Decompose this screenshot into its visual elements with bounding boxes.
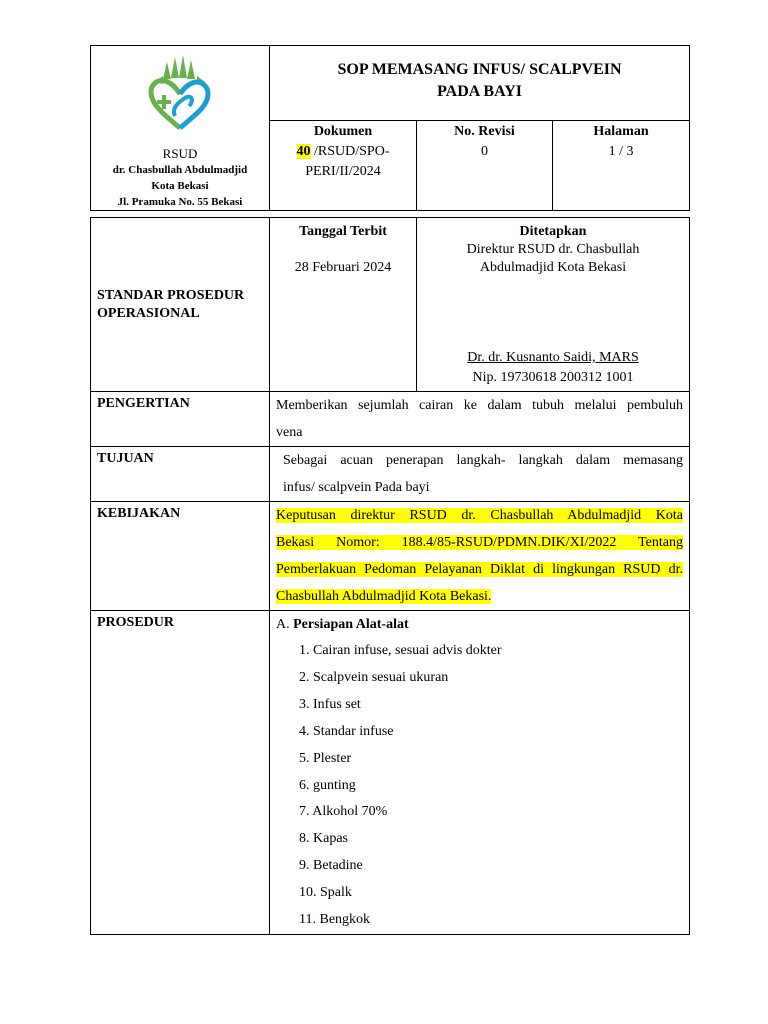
doc-number-line2: PERI/II/2024 xyxy=(305,164,381,180)
signer-name: Dr. dr. Kusnanto Saidi, MARS xyxy=(467,350,639,365)
signer-nip: Nip. 19730618 200312 1001 xyxy=(472,370,634,385)
list-item: 6. gunting xyxy=(299,777,356,793)
doc-number-highlight: 40 xyxy=(296,144,311,160)
prosedur-content xyxy=(270,611,690,935)
approval-line2: Abdulmadjid Kota Bekasi xyxy=(479,260,627,275)
logo-cell xyxy=(91,46,270,211)
org-name: RSUD xyxy=(162,146,198,161)
prosedur-section-heading xyxy=(276,611,683,638)
prosedur-label: PROSEDUR xyxy=(91,611,270,935)
tujuan-line1: Sebagai acuan penerapan langkah- langkah dalam memasang xyxy=(283,453,683,468)
pengertian-line2: vena xyxy=(276,425,303,440)
section-letter: A. xyxy=(276,617,294,632)
tujuan-line2: infus/ scalpvein Pada bayi xyxy=(283,480,430,495)
kebijakan-line4: Chasbullah Abdulmadjid Kota Bekasi. xyxy=(276,589,492,604)
page-label: Halaman xyxy=(593,124,649,140)
list-item: 4. Standar infuse xyxy=(299,723,394,739)
pengertian-label: PENGERTIAN xyxy=(91,392,270,447)
page-value: 1 / 3 xyxy=(608,144,634,160)
approval-line1: Direktur RSUD dr. Chasbullah xyxy=(466,242,640,257)
list-item: 10. Spalk xyxy=(299,885,352,901)
doc-label: Dokumen xyxy=(313,124,373,140)
list-item: 11. Bengkok xyxy=(299,912,371,928)
list-item: 8. Kapas xyxy=(299,831,348,847)
org-full-name: dr. Chasbullah Abdulmadjid xyxy=(112,164,248,176)
sop-label-line2: OPERASIONAL xyxy=(97,305,200,321)
equipment-list xyxy=(276,638,683,934)
document-header xyxy=(90,45,690,211)
pengertian-text xyxy=(270,392,690,447)
title-line-1: SOP MEMASANG INFUS/ SCALPVEIN xyxy=(337,61,622,78)
issue-date-cell xyxy=(270,218,417,392)
doc-number-rest: /RSUD/SPO- xyxy=(310,144,390,160)
revision-value: 0 xyxy=(481,144,488,160)
kebijakan-line3: Pemberlakuan Pedoman Pelayanan Diklat di lingkungan RSUD dr. xyxy=(276,562,683,577)
issue-date-label: Tanggal Terbit xyxy=(299,224,387,239)
document-number-cell xyxy=(270,121,417,211)
list-item: 7. Alkohol 70% xyxy=(299,804,388,820)
sop-label-line1: STANDAR PROSEDUR xyxy=(97,287,245,303)
title-line-2: PADA BAYI xyxy=(437,83,522,100)
kebijakan-line1: Keputusan direktur RSUD dr. Chasbullah Abdulmadjid Kota xyxy=(276,508,683,523)
tujuan-text xyxy=(270,447,690,502)
approval-label: Ditetapkan xyxy=(519,224,587,239)
document-title xyxy=(270,46,690,121)
kebijakan-text xyxy=(270,502,690,611)
approval-cell xyxy=(417,218,690,392)
doc-number xyxy=(270,142,416,162)
issue-date-value: 28 Februari 2024 xyxy=(294,260,392,275)
revision-cell xyxy=(417,121,553,211)
list-item: 5. Plester xyxy=(299,750,352,766)
section-title: Persiapan Alat-alat xyxy=(293,617,409,632)
hospital-logo xyxy=(91,54,269,140)
list-item: 3. Infus set xyxy=(299,696,361,712)
list-item: 1. Cairan infuse, sesuai advis dokter xyxy=(299,643,502,658)
tujuan-label: TUJUAN xyxy=(91,447,270,502)
pengertian-line1: Memberikan sejumlah cairan ke dalam tubuh melalui pembuluh xyxy=(276,398,683,413)
kebijakan-line2: Bekasi Nomor: 188.4/85-RSUD/PDMN.DIK/XI/2022 Tentang xyxy=(276,535,683,550)
list-item: 2. Scalpvein sesuai ukuran xyxy=(299,669,449,685)
sop-label xyxy=(91,218,270,392)
page-cell xyxy=(553,121,690,211)
revision-label: No. Revisi xyxy=(454,124,515,140)
kebijakan-label: KEBIJAKAN xyxy=(91,502,270,611)
org-city: Kota Bekasi xyxy=(151,180,209,192)
list-item: 9. Betadine xyxy=(299,858,363,874)
org-address: Jl. Pramuka No. 55 Bekasi xyxy=(117,196,243,208)
sop-table xyxy=(90,217,690,935)
